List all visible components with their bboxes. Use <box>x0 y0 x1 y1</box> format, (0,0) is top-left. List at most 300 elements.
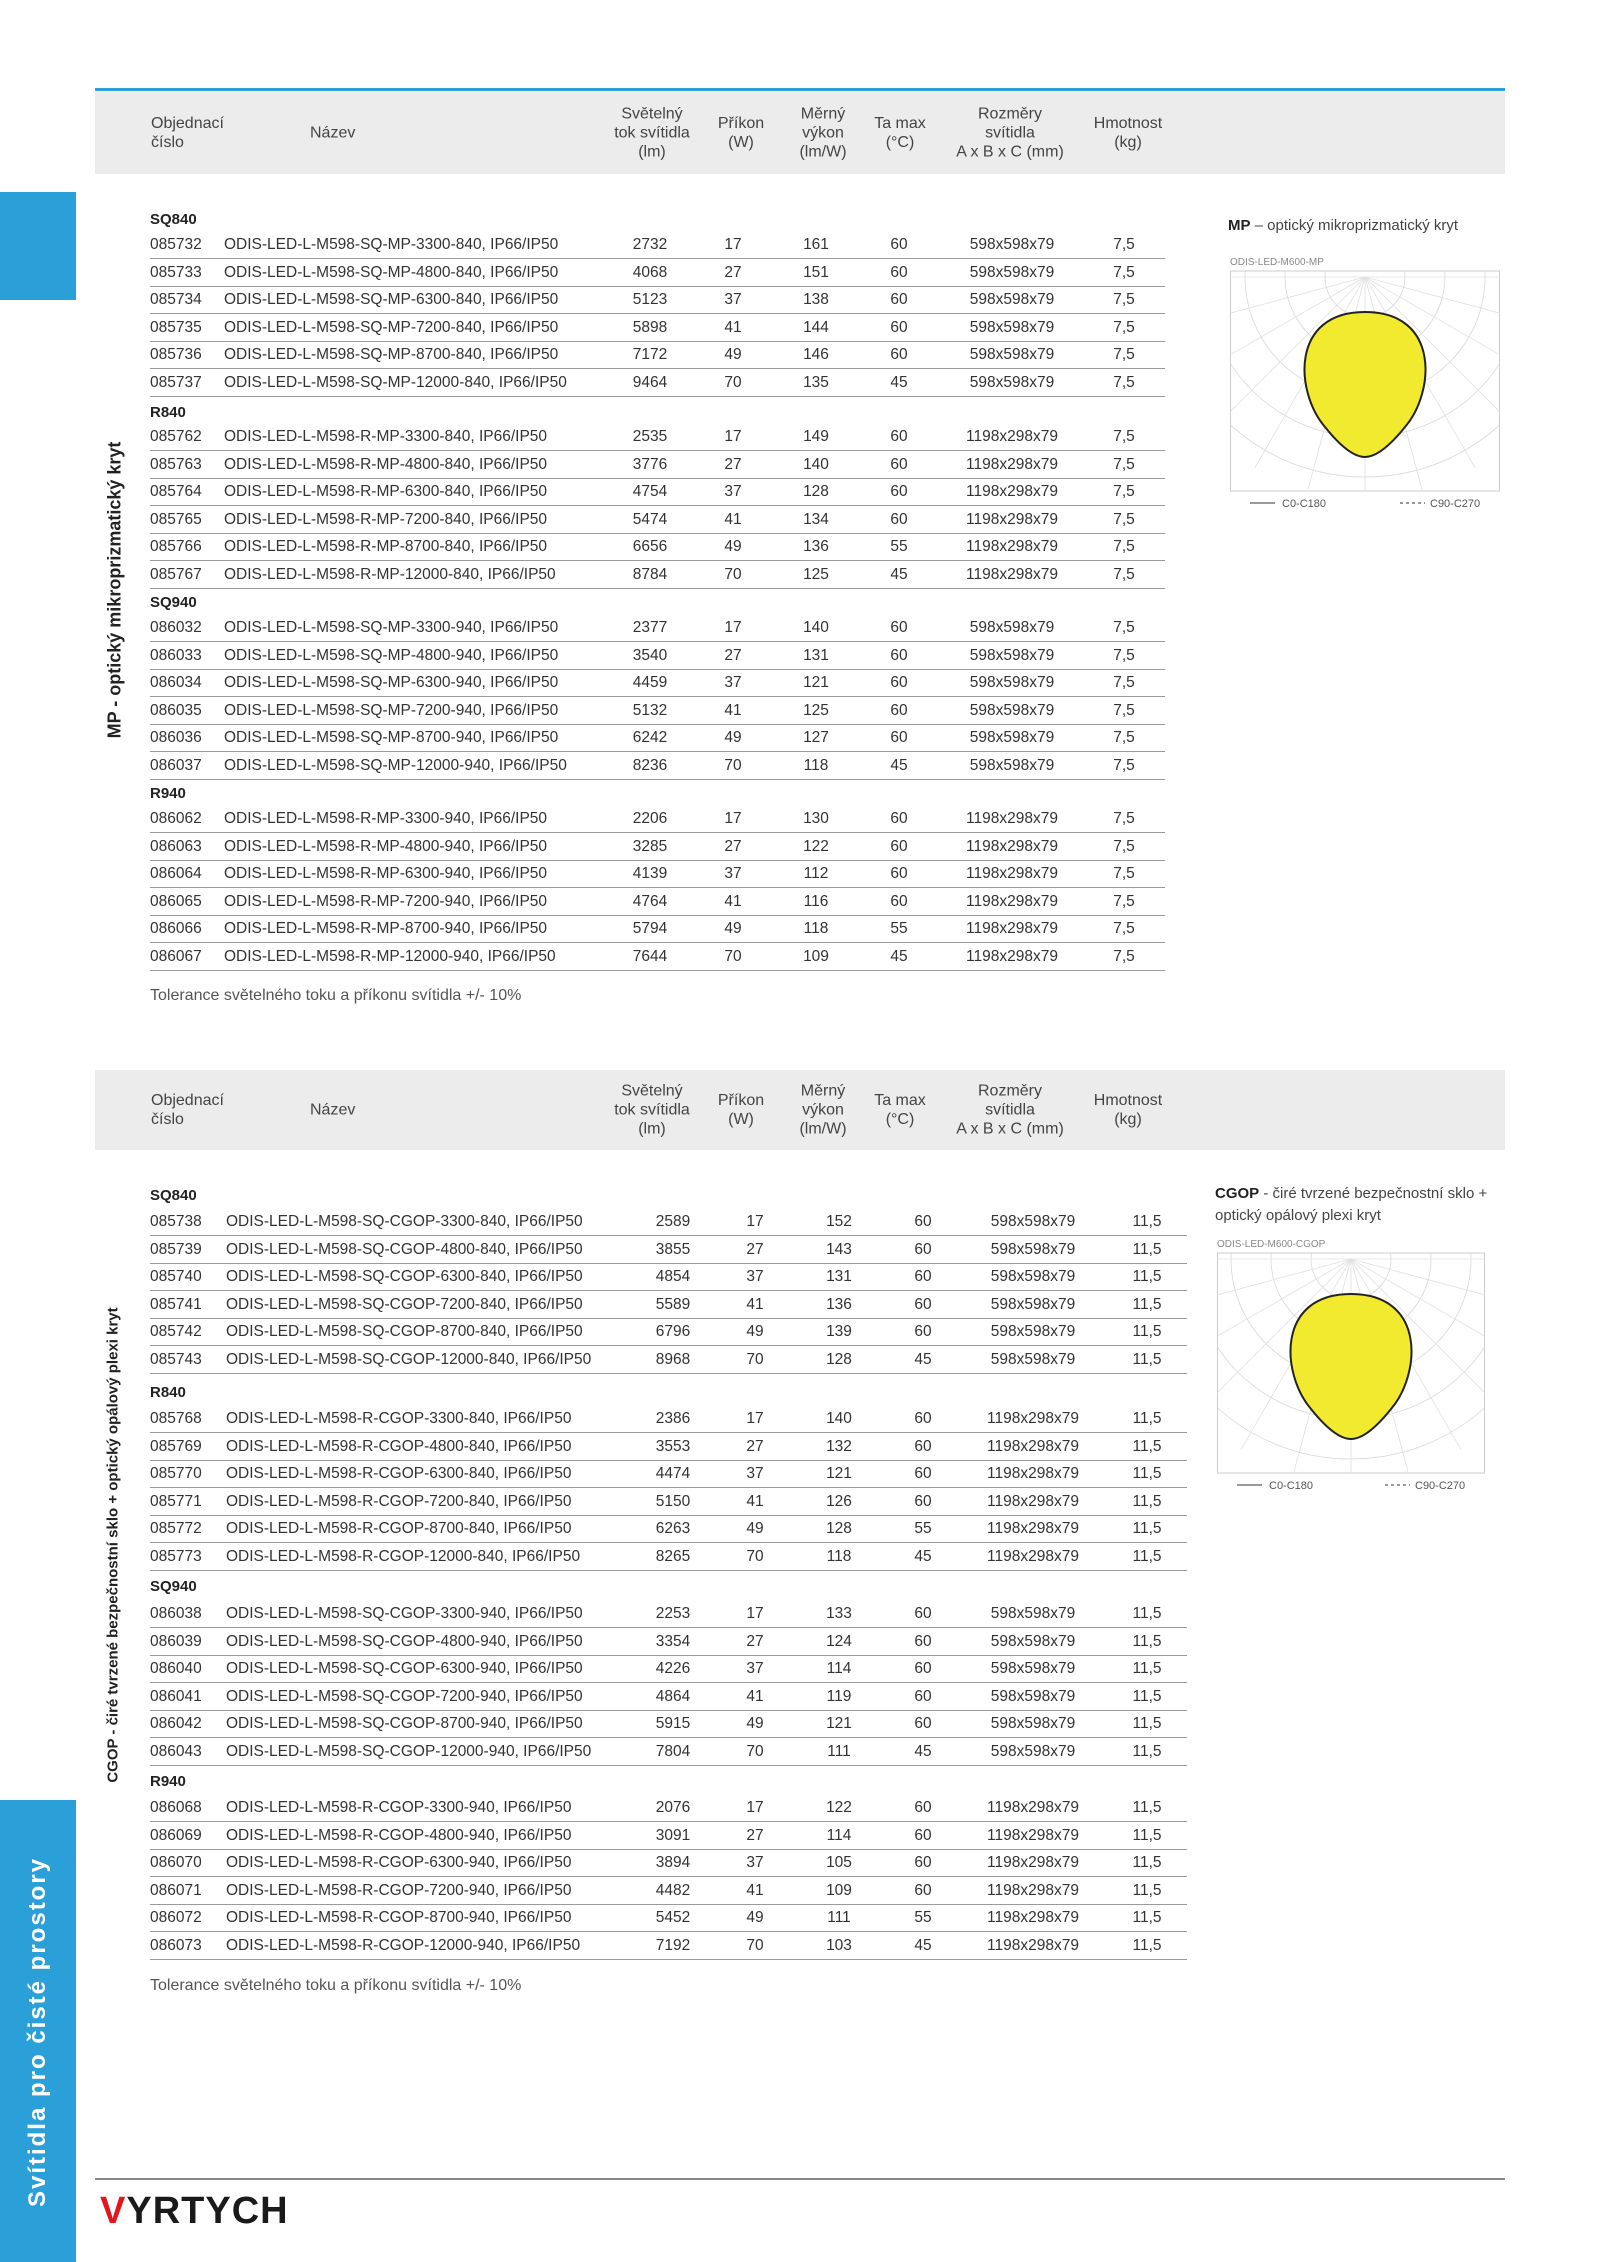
cell-efficacy: 111 <box>827 1743 851 1760</box>
cell-name: ODIS-LED-L-M598-SQ-MP-4800-940, IP66/IP50 <box>224 646 559 664</box>
header-name: Název <box>310 1101 356 1119</box>
cell-code: 085743 <box>150 1351 202 1368</box>
cell-name: ODIS-LED-L-M598-R-CGOP-7200-940, IP66/IP50 <box>226 1881 572 1899</box>
cell-name: ODIS-LED-L-M598-R-MP-12000-840, IP66/IP50 <box>224 566 556 583</box>
cell-ta-max: 60 <box>890 837 908 855</box>
cell-weight: 11,5 <box>1132 1240 1162 1258</box>
table-row <box>150 1208 1187 1236</box>
cell-efficacy: 111 <box>827 1909 851 1927</box>
cell-power: 17 <box>746 1213 764 1230</box>
cell-power: 49 <box>724 346 742 364</box>
cell-code: 086040 <box>150 1660 202 1678</box>
cell-name: ODIS-LED-L-M598-R-CGOP-8700-840, IP66/IP50 <box>226 1520 572 1538</box>
cell-efficacy: 151 <box>803 263 829 281</box>
cell-efficacy: 118 <box>803 757 829 774</box>
cell-weight: 7,5 <box>1113 729 1135 747</box>
header-dims: Rozměry svítidla A x B x C (mm) <box>956 105 1064 161</box>
header-name: Název <box>310 124 356 142</box>
cell-weight: 11,5 <box>1132 1410 1162 1427</box>
table-row <box>150 805 1165 833</box>
cell-power: 37 <box>724 291 742 309</box>
cell-efficacy: 125 <box>803 701 829 719</box>
cell-ta-max: 55 <box>890 920 908 938</box>
cell-weight: 7,5 <box>1113 566 1135 583</box>
cell-ta-max: 45 <box>890 374 908 391</box>
cell-ta-max: 55 <box>914 1909 932 1927</box>
cell-efficacy: 128 <box>826 1520 852 1538</box>
cell-power: 37 <box>724 865 742 883</box>
cell-power: 49 <box>746 1323 764 1341</box>
cell-efficacy: 119 <box>826 1687 852 1705</box>
cell-efficacy: 112 <box>803 865 829 883</box>
cell-weight: 7,5 <box>1113 810 1135 827</box>
cell-flux: 8265 <box>655 1548 691 1565</box>
cell-weight: 11,5 <box>1132 1351 1162 1368</box>
cell-ta-max: 60 <box>890 263 908 281</box>
cell-name: ODIS-LED-L-M598-R-CGOP-7200-840, IP66/IP50 <box>226 1492 572 1510</box>
cell-power: 49 <box>746 1715 764 1733</box>
polar-diagram <box>1217 1235 1485 1495</box>
cell-flux: 4764 <box>632 892 668 910</box>
cell-flux: 4139 <box>632 865 668 883</box>
cell-ta-max: 60 <box>914 1826 932 1844</box>
cell-power: 70 <box>724 374 742 391</box>
chart-model-label: ODIS-LED-M600-CGOP <box>1217 1239 1326 1250</box>
cell-power: 27 <box>724 263 742 281</box>
table-row <box>150 697 1165 725</box>
cell-code: 086036 <box>150 729 202 747</box>
cell-name: ODIS-LED-L-M598-SQ-CGOP-6300-940, IP66/IP50 <box>226 1660 583 1678</box>
cell-dimensions: 1198x298x79 <box>966 948 1058 965</box>
cell-weight: 11,5 <box>1132 1660 1162 1678</box>
cell-power: 37 <box>724 674 742 692</box>
cell-weight: 7,5 <box>1113 892 1135 910</box>
cell-efficacy: 121 <box>803 674 829 692</box>
cell-flux: 2386 <box>655 1410 691 1427</box>
cell-weight: 7,5 <box>1113 346 1135 364</box>
chart-title <box>1215 1183 1510 1227</box>
table-row <box>150 1405 1187 1433</box>
cell-ta-max: 45 <box>890 566 908 583</box>
cell-name: ODIS-LED-L-M598-R-MP-3300-940, IP66/IP50 <box>224 810 548 827</box>
cell-weight: 11,5 <box>1132 1937 1162 1954</box>
table-row <box>150 1794 1187 1822</box>
cell-code: 085734 <box>150 291 202 309</box>
cell-name: ODIS-LED-L-M598-SQ-MP-6300-940, IP66/IP50 <box>224 674 559 692</box>
cell-ta-max: 60 <box>914 1213 932 1230</box>
cell-power: 27 <box>724 455 742 473</box>
cell-weight: 11,5 <box>1132 1295 1162 1313</box>
cell-dimensions: 1198x298x79 <box>966 510 1058 528</box>
cell-dimensions: 1198x298x79 <box>987 1826 1079 1844</box>
cell-name: ODIS-LED-L-M598-SQ-CGOP-12000-840, IP66/IP50 <box>226 1351 592 1368</box>
cell-code: 086072 <box>150 1909 202 1927</box>
cell-weight: 7,5 <box>1113 236 1135 253</box>
cell-weight: 11,5 <box>1132 1520 1162 1538</box>
cell-flux: 2732 <box>632 236 668 253</box>
cell-efficacy: 121 <box>826 1715 852 1733</box>
table-row <box>150 833 1165 861</box>
table-row <box>150 642 1165 670</box>
table-row <box>150 1433 1187 1461</box>
cell-name: ODIS-LED-L-M598-R-MP-6300-940, IP66/IP50 <box>224 865 548 883</box>
cell-code: 085763 <box>150 455 202 473</box>
header-weight: Hmotnost (kg) <box>1093 115 1163 151</box>
cell-code: 086041 <box>150 1687 202 1705</box>
cell-weight: 7,5 <box>1113 538 1135 556</box>
cell-dimensions: 1198x298x79 <box>966 892 1058 910</box>
cell-name: ODIS-LED-L-M598-R-MP-4800-940, IP66/IP50 <box>224 837 548 855</box>
table-row <box>150 1628 1187 1656</box>
cell-weight: 11,5 <box>1132 1437 1162 1455</box>
cell-code: 086063 <box>150 837 202 855</box>
cell-flux: 9464 <box>632 374 668 391</box>
cell-efficacy: 138 <box>803 291 829 309</box>
cell-power: 17 <box>724 428 742 445</box>
header-flux: Světelný tok svítidla (lm) <box>614 1082 690 1138</box>
cell-name: ODIS-LED-L-M598-R-CGOP-4800-840, IP66/IP50 <box>226 1437 572 1455</box>
cell-weight: 11,5 <box>1132 1465 1162 1483</box>
table-row <box>150 231 1165 259</box>
cell-flux: 2206 <box>632 810 668 827</box>
cell-code: 086039 <box>150 1632 202 1650</box>
cell-efficacy: 132 <box>826 1437 852 1455</box>
header-efficacy: Měrný výkon (lm/W) <box>799 1082 847 1138</box>
cell-name: ODIS-LED-L-M598-R-CGOP-6300-940, IP66/IP50 <box>226 1854 572 1872</box>
cell-name: ODIS-LED-L-M598-R-CGOP-12000-840, IP66/IP50 <box>226 1548 581 1565</box>
table-row <box>150 1515 1187 1543</box>
header-code: Objednací číslo <box>151 115 224 151</box>
cell-dimensions: 1198x298x79 <box>966 837 1058 855</box>
cell-flux: 8968 <box>655 1351 691 1368</box>
cell-ta-max: 60 <box>914 1465 932 1483</box>
cell-name: ODIS-LED-L-M598-SQ-CGOP-4800-840, IP66/IP50 <box>226 1240 583 1258</box>
group-heading: SQ940 <box>150 1578 197 1595</box>
polar-chart-cgop <box>1215 1183 1510 1492</box>
cell-power: 70 <box>746 1937 764 1954</box>
cell-code: 085732 <box>150 236 202 253</box>
cell-name: ODIS-LED-L-M598-R-MP-8700-940, IP66/IP50 <box>224 920 548 938</box>
cell-flux: 4754 <box>632 483 668 501</box>
cell-flux: 7172 <box>632 346 668 364</box>
cell-efficacy: 131 <box>803 646 829 664</box>
cell-flux: 2253 <box>655 1605 691 1622</box>
cell-weight: 11,5 <box>1132 1492 1162 1510</box>
cell-code: 086062 <box>150 810 202 827</box>
cell-name: ODIS-LED-L-M598-SQ-MP-6300-840, IP66/IP50 <box>224 291 559 309</box>
cell-efficacy: 128 <box>803 483 829 501</box>
legend-c0: C0-C180 <box>1282 498 1327 510</box>
cell-code: 086043 <box>150 1743 202 1760</box>
cell-weight: 11,5 <box>1132 1213 1162 1230</box>
cell-code: 086067 <box>150 948 202 965</box>
table-row <box>150 506 1165 534</box>
cell-name: ODIS-LED-L-M598-SQ-CGOP-8700-840, IP66/IP50 <box>226 1323 583 1341</box>
cell-ta-max: 55 <box>890 538 908 556</box>
header-power: Příkon (W) <box>717 115 765 151</box>
cell-dimensions: 1198x298x79 <box>987 1548 1079 1565</box>
group-heading: R940 <box>150 785 186 802</box>
cell-code: 086070 <box>150 1854 202 1872</box>
cell-name: ODIS-LED-L-M598-R-CGOP-8700-940, IP66/IP50 <box>226 1909 572 1927</box>
cell-code: 086034 <box>150 674 202 692</box>
cell-efficacy: 130 <box>803 810 829 827</box>
header-code: Objednací číslo <box>151 1092 224 1128</box>
cell-flux: 6242 <box>632 729 668 747</box>
group-heading: SQ840 <box>150 211 197 228</box>
cell-weight: 11,5 <box>1132 1632 1162 1650</box>
cell-power: 41 <box>724 318 742 336</box>
cell-efficacy: 140 <box>803 619 829 636</box>
cell-flux: 4864 <box>655 1687 691 1705</box>
cell-power: 17 <box>746 1605 764 1622</box>
table-row <box>150 888 1165 916</box>
chart-title-code: MP <box>1228 217 1251 234</box>
cell-code: 085740 <box>150 1268 202 1286</box>
cell-code: 086035 <box>150 701 202 719</box>
cell-flux: 2076 <box>655 1799 691 1816</box>
cell-efficacy: 118 <box>803 920 829 938</box>
side-tab-label: Svítidla pro čisté prostory <box>24 1856 51 2208</box>
cell-dimensions: 1198x298x79 <box>966 428 1058 445</box>
cell-efficacy: 131 <box>826 1268 852 1286</box>
cell-flux: 6796 <box>655 1323 691 1341</box>
table-row <box>150 314 1165 342</box>
cell-dimensions: 598x598x79 <box>969 346 1055 364</box>
cell-efficacy: 140 <box>826 1410 852 1427</box>
cell-flux: 3540 <box>632 646 668 664</box>
cell-dimensions: 1198x298x79 <box>987 1410 1079 1427</box>
table-row <box>150 286 1165 314</box>
cell-flux: 7804 <box>655 1743 691 1760</box>
cell-weight: 7,5 <box>1113 510 1135 528</box>
table-row <box>150 1291 1187 1319</box>
cell-efficacy: 121 <box>826 1465 852 1483</box>
cell-name: ODIS-LED-L-M598-SQ-CGOP-3300-840, IP66/IP50 <box>226 1213 583 1230</box>
table-row <box>150 669 1165 697</box>
cell-flux: 3894 <box>655 1854 691 1872</box>
cell-ta-max: 60 <box>890 455 908 473</box>
cell-code: 085764 <box>150 483 202 501</box>
cell-name: ODIS-LED-L-M598-SQ-CGOP-12000-940, IP66/IP50 <box>226 1743 592 1760</box>
cell-ta-max: 60 <box>914 1632 932 1650</box>
cell-name: ODIS-LED-L-M598-SQ-MP-12000-940, IP66/IP50 <box>224 757 567 774</box>
legend-c90: C90-C270 <box>1430 498 1481 510</box>
cell-power: 37 <box>746 1660 764 1678</box>
cell-weight: 11,5 <box>1132 1268 1162 1286</box>
table-row <box>150 1683 1187 1711</box>
cell-dimensions: 1198x298x79 <box>987 1909 1079 1927</box>
cell-code: 085733 <box>150 263 202 281</box>
cell-efficacy: 139 <box>826 1323 852 1341</box>
cell-dimensions: 598x598x79 <box>969 619 1055 636</box>
cell-weight: 7,5 <box>1113 701 1135 719</box>
cell-efficacy: 114 <box>826 1660 852 1678</box>
cell-dimensions: 598x598x79 <box>969 263 1055 281</box>
table-row <box>150 1488 1187 1516</box>
cell-name: ODIS-LED-L-M598-R-MP-12000-940, IP66/IP50 <box>224 948 556 965</box>
cell-code: 085769 <box>150 1437 202 1455</box>
cell-ta-max: 60 <box>914 1437 932 1455</box>
cell-weight: 11,5 <box>1132 1743 1162 1760</box>
legend-c0: C0-C180 <box>1269 1480 1314 1492</box>
header-power: Příkon (W) <box>717 1092 765 1128</box>
cell-code: 085739 <box>150 1240 202 1258</box>
cell-flux: 3354 <box>655 1632 691 1650</box>
chart-title-text: - čiré tvrzené bezpečnostní sklo + optický opálový plexi kryt <box>1215 1185 1488 1224</box>
table-header-cgop <box>95 1070 1505 1150</box>
cell-flux: 2535 <box>632 428 668 445</box>
table-row <box>150 1460 1187 1488</box>
cell-name: ODIS-LED-L-M598-R-CGOP-6300-840, IP66/IP50 <box>226 1465 572 1483</box>
cell-power: 41 <box>724 701 742 719</box>
cell-efficacy: 152 <box>826 1213 852 1230</box>
cell-flux: 8784 <box>632 566 668 583</box>
cell-efficacy: 128 <box>826 1351 852 1368</box>
cell-ta-max: 45 <box>890 948 908 965</box>
brand-logo <box>100 2190 289 2233</box>
cell-efficacy: 116 <box>803 892 829 910</box>
cell-efficacy: 136 <box>826 1295 852 1313</box>
cell-efficacy: 136 <box>803 538 829 556</box>
cell-efficacy: 161 <box>803 236 829 253</box>
cell-power: 37 <box>746 1854 764 1872</box>
cell-efficacy: 109 <box>803 948 829 965</box>
cell-power: 70 <box>724 757 742 774</box>
cell-power: 17 <box>724 236 742 253</box>
cell-power: 70 <box>746 1743 764 1760</box>
cell-efficacy: 125 <box>803 566 829 583</box>
cell-name: ODIS-LED-L-M598-R-CGOP-3300-940, IP66/IP50 <box>226 1799 572 1816</box>
table-row <box>150 915 1165 943</box>
cell-ta-max: 45 <box>914 1937 932 1954</box>
cell-efficacy: 140 <box>803 455 829 473</box>
cell-weight: 7,5 <box>1113 374 1135 391</box>
cell-efficacy: 114 <box>826 1826 852 1844</box>
cell-efficacy: 109 <box>826 1881 852 1899</box>
cell-weight: 11,5 <box>1132 1323 1162 1341</box>
cell-weight: 7,5 <box>1113 291 1135 309</box>
cell-code: 085738 <box>150 1213 202 1230</box>
cell-flux: 6263 <box>655 1520 691 1538</box>
cell-ta-max: 60 <box>914 1854 932 1872</box>
table-row <box>150 1346 1187 1374</box>
table-row <box>150 341 1165 369</box>
cell-power: 37 <box>724 483 742 501</box>
cell-ta-max: 60 <box>914 1492 932 1510</box>
cell-dimensions: 598x598x79 <box>990 1295 1076 1313</box>
cell-flux: 3285 <box>632 837 668 855</box>
cell-weight: 7,5 <box>1113 318 1135 336</box>
table-row <box>150 1849 1187 1877</box>
cell-flux: 6656 <box>632 538 668 556</box>
table-row <box>150 423 1165 451</box>
cell-dimensions: 598x598x79 <box>990 1687 1076 1705</box>
group-heading: R840 <box>150 404 186 421</box>
polar-chart-mp <box>1228 215 1510 510</box>
cell-ta-max: 60 <box>914 1410 932 1427</box>
cell-flux: 3091 <box>655 1826 691 1844</box>
cell-weight: 7,5 <box>1113 619 1135 636</box>
table-row <box>150 752 1165 780</box>
cell-flux: 4854 <box>655 1268 691 1286</box>
cell-code: 086068 <box>150 1799 202 1816</box>
header-dims: Rozměry svítidla A x B x C (mm) <box>956 1082 1064 1138</box>
cell-code: 086066 <box>150 920 202 938</box>
cell-power: 17 <box>746 1799 764 1816</box>
cell-code: 086032 <box>150 619 202 636</box>
cell-power: 27 <box>746 1632 764 1650</box>
cell-name: ODIS-LED-L-M598-R-MP-8700-840, IP66/IP50 <box>224 538 548 556</box>
cell-power: 41 <box>746 1295 764 1313</box>
cell-weight: 11,5 <box>1132 1548 1162 1565</box>
cell-weight: 7,5 <box>1113 920 1135 938</box>
cell-flux: 5915 <box>655 1715 691 1733</box>
cell-efficacy: 124 <box>826 1632 852 1650</box>
cell-flux: 4226 <box>655 1660 691 1678</box>
cell-code: 085737 <box>150 374 202 391</box>
group-heading: SQ940 <box>150 594 197 611</box>
cell-dimensions: 598x598x79 <box>969 291 1055 309</box>
cell-code: 086037 <box>150 757 202 774</box>
cell-ta-max: 60 <box>890 865 908 883</box>
cell-power: 49 <box>746 1909 764 1927</box>
cell-code: 085766 <box>150 538 202 556</box>
cell-flux: 5898 <box>632 318 668 336</box>
cell-power: 70 <box>746 1548 764 1565</box>
cell-efficacy: 146 <box>803 346 829 364</box>
table-row <box>150 1543 1187 1571</box>
cell-flux: 2377 <box>632 619 668 636</box>
cell-weight: 7,5 <box>1113 837 1135 855</box>
cell-efficacy: 133 <box>826 1605 852 1622</box>
cell-flux: 4474 <box>655 1465 691 1483</box>
cell-name: ODIS-LED-L-M598-R-MP-7200-840, IP66/IP50 <box>224 510 548 528</box>
cell-ta-max: 60 <box>914 1240 932 1258</box>
cell-dimensions: 598x598x79 <box>969 757 1055 774</box>
cell-code: 086042 <box>150 1715 202 1733</box>
cell-dimensions: 1198x298x79 <box>987 1854 1079 1872</box>
cell-flux: 2589 <box>655 1213 691 1230</box>
cell-weight: 11,5 <box>1132 1687 1162 1705</box>
cell-dimensions: 598x598x79 <box>990 1632 1076 1650</box>
cell-flux: 5150 <box>655 1492 691 1510</box>
cell-weight: 11,5 <box>1132 1881 1162 1899</box>
header-ta: Ta max (°C) <box>874 1092 926 1128</box>
cell-flux: 5452 <box>655 1909 691 1927</box>
cell-power: 70 <box>746 1351 764 1368</box>
cell-power: 70 <box>724 566 742 583</box>
cell-power: 27 <box>746 1437 764 1455</box>
cell-weight: 7,5 <box>1113 428 1135 445</box>
table-header-mp <box>95 92 1505 174</box>
cell-ta-max: 55 <box>914 1520 932 1538</box>
chart-title-code: CGOP <box>1215 1185 1260 1202</box>
cell-ta-max: 60 <box>890 346 908 364</box>
cell-power: 41 <box>724 892 742 910</box>
cell-weight: 11,5 <box>1132 1605 1162 1622</box>
cell-flux: 8236 <box>632 757 668 774</box>
table-row <box>150 1822 1187 1850</box>
cell-flux: 3776 <box>632 455 668 473</box>
cell-flux: 4482 <box>655 1881 691 1899</box>
cell-weight: 7,5 <box>1113 263 1135 281</box>
cell-ta-max: 60 <box>890 318 908 336</box>
cell-name: ODIS-LED-L-M598-R-CGOP-12000-940, IP66/IP50 <box>226 1937 581 1954</box>
cell-code: 086069 <box>150 1826 202 1844</box>
cell-weight: 11,5 <box>1132 1909 1162 1927</box>
cell-power: 41 <box>724 510 742 528</box>
